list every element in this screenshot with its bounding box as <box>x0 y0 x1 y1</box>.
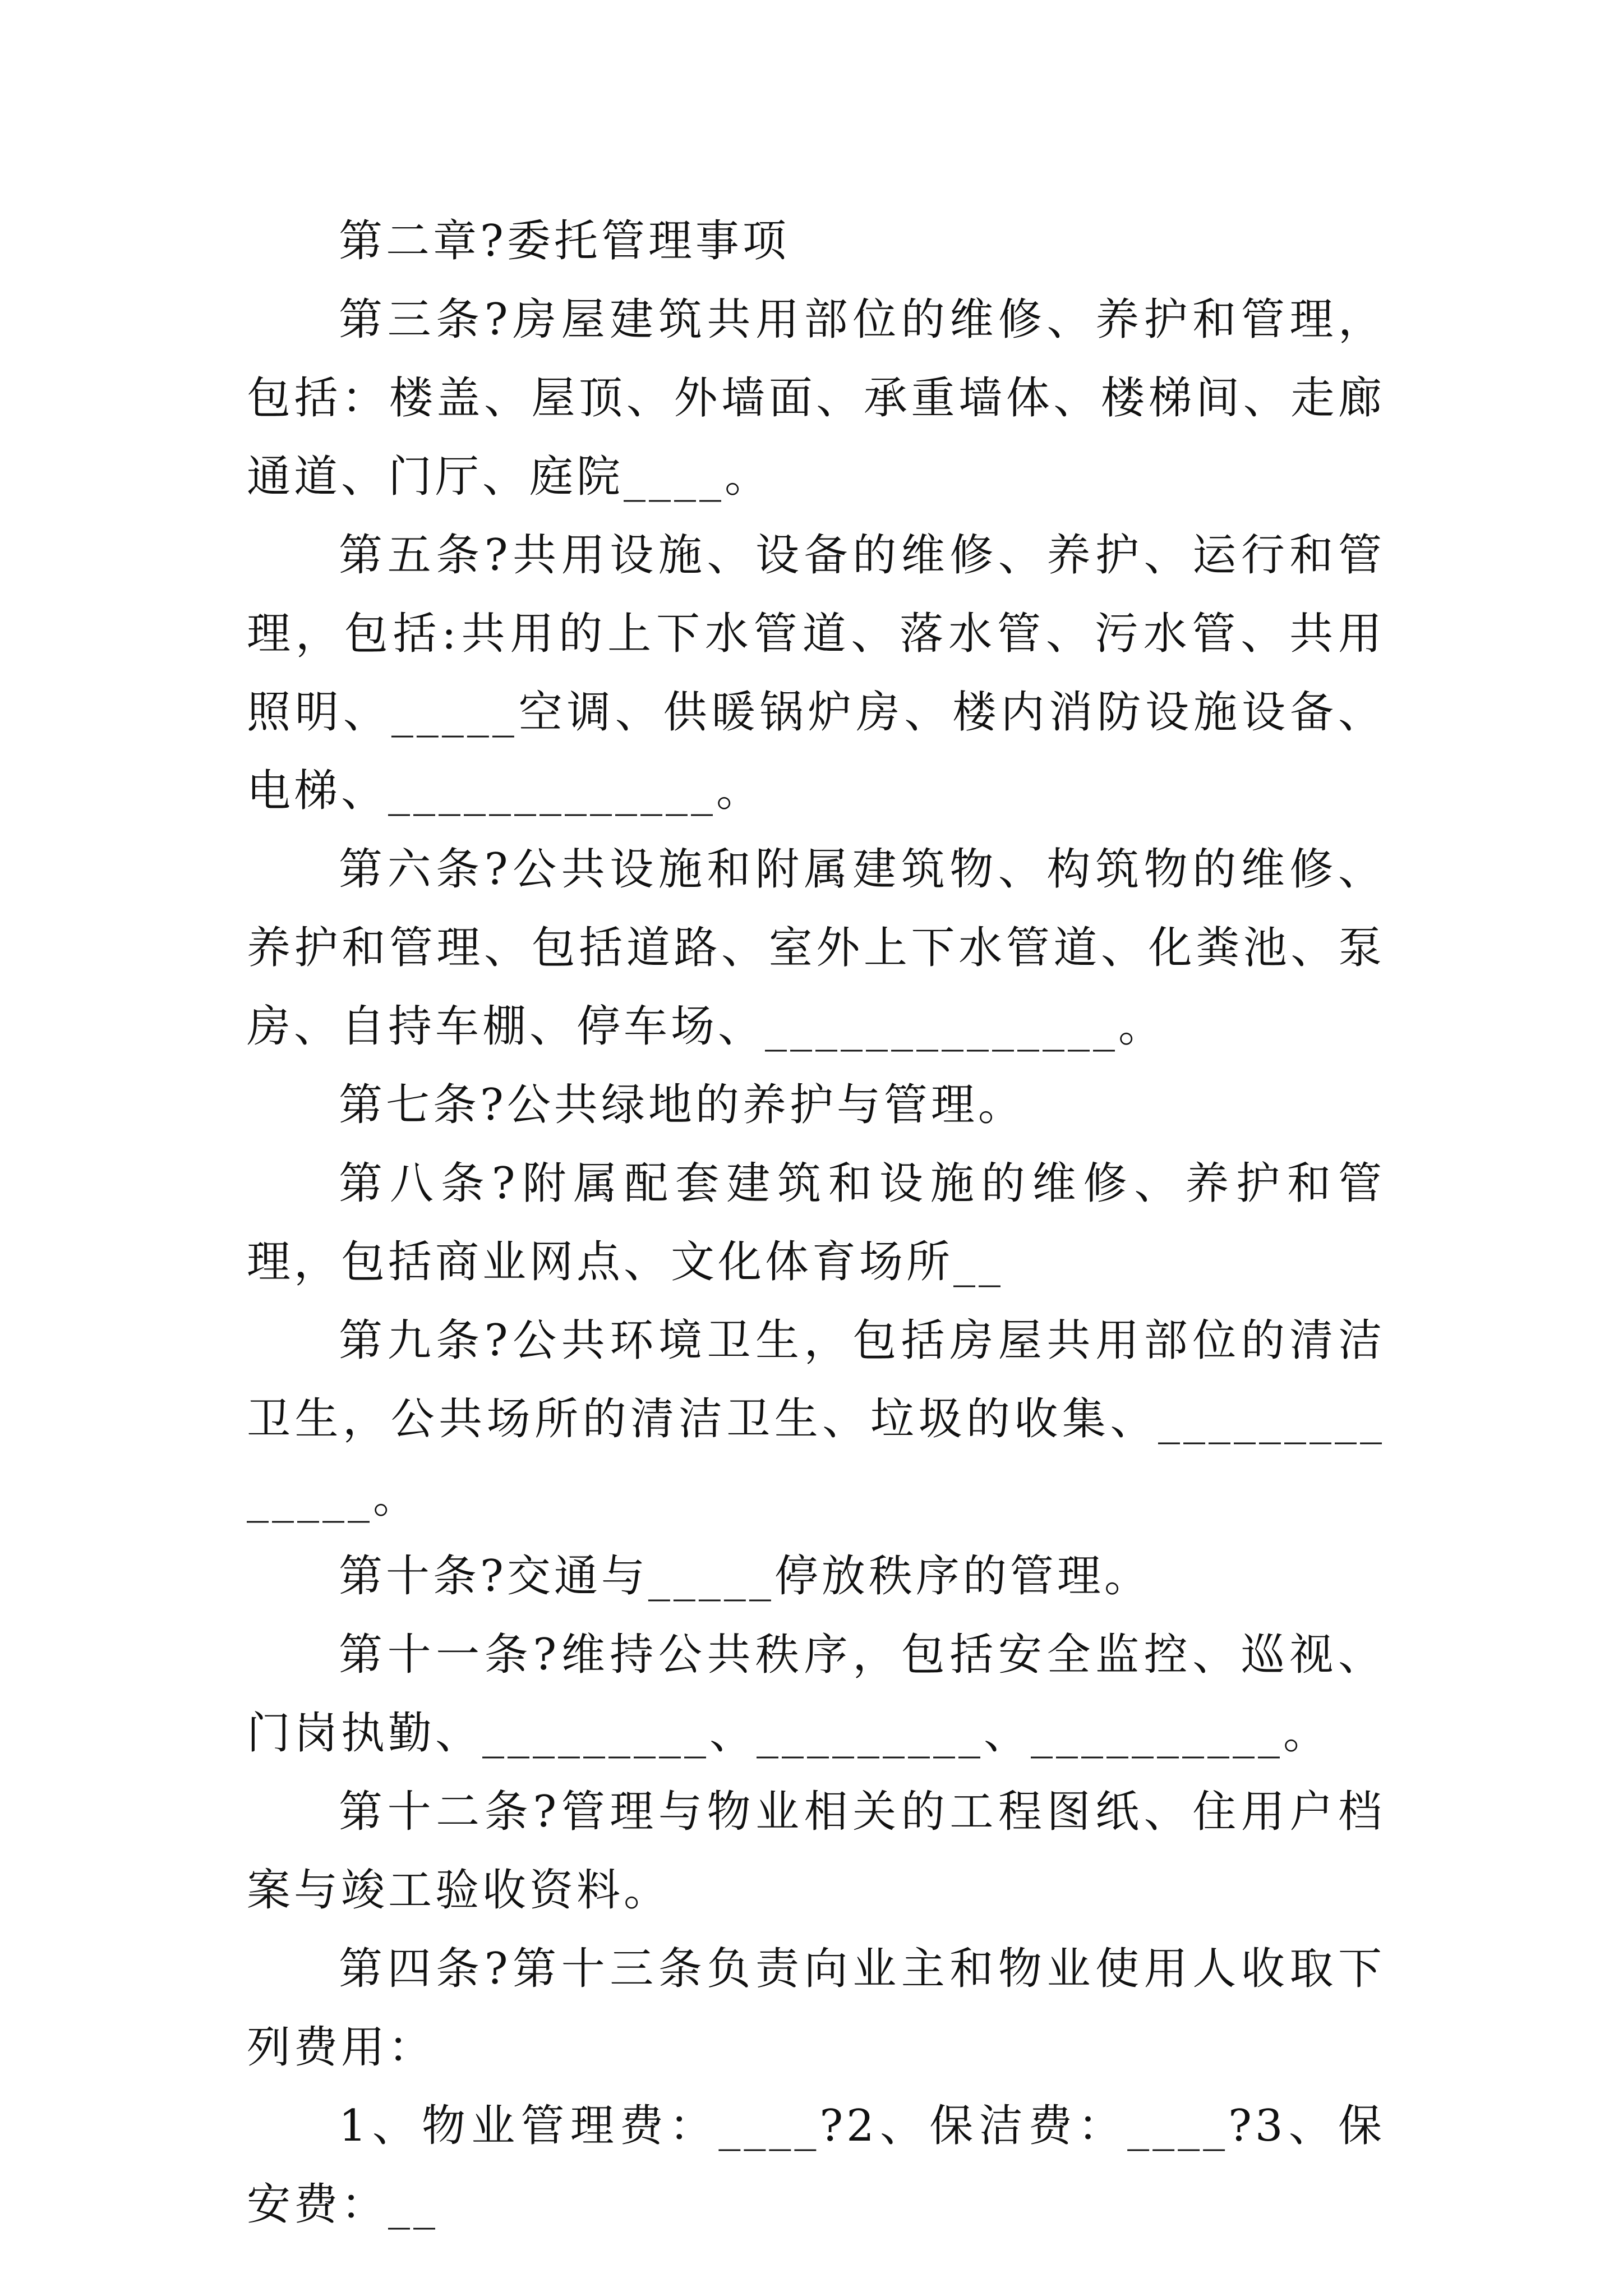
article-10-paragraph: 第十条?交通与_____停放秩序的管理。 <box>339 1551 1151 1602</box>
article-3-paragraph: 第三条?房屋建筑共用部位的维修、养护和管理，包括：楼盖、屋顶、外墙面、承重墙体、楼梯间、走廊通道、门厅、庭院____。 <box>247 295 1385 502</box>
article-11-paragraph: 第十一条?维持公共秩序，包括安全监控、巡视、门岗执勤、_________、_________、__________。 <box>247 1630 1385 1759</box>
document-body <box>247 202 1385 2244</box>
article-4-13-paragraph: 第四条?第十三条负责向业主和物业使用人收取下列费用： <box>247 1944 1385 2073</box>
fee-list-paragraph: 1、物业管理费：____?2、保洁费：____?3、保安费：__ <box>247 2101 1385 2230</box>
chapter-heading: 第二章?委托管理事项 <box>339 216 790 266</box>
article-12-paragraph: 第十二条?管理与物业相关的工程图纸、住用户档案与竣工验收资料。 <box>247 1787 1385 1916</box>
article-6-paragraph: 第六条?公共设施和附属建筑物、构筑物的维修、养护和管理、包括道路、室外上下水管道、化粪池、泵房、自持车棚、停车场、______________。 <box>247 844 1385 1052</box>
article-7-paragraph: 第七条?公共绿地的养护与管理。 <box>339 1080 1025 1130</box>
article-8-paragraph: 第八条?附属配套建筑和设施的维修、养护和管理，包括商业网点、文化体育场所__ <box>247 1158 1385 1287</box>
article-5-paragraph: 第五条?共用设施、设备的维修、养护、运行和管理，包括:共用的上下水管道、落水管、污水管、共用照明、_____空调、供暖锅炉房、楼内消防设施设备、电梯、_____________。 <box>247 530 1385 816</box>
article-9-paragraph: 第九条?公共环境卫生，包括房屋共用部位的清洁卫生，公共场所的清洁卫生、垃圾的收集、______________。 <box>247 1315 1385 1523</box>
